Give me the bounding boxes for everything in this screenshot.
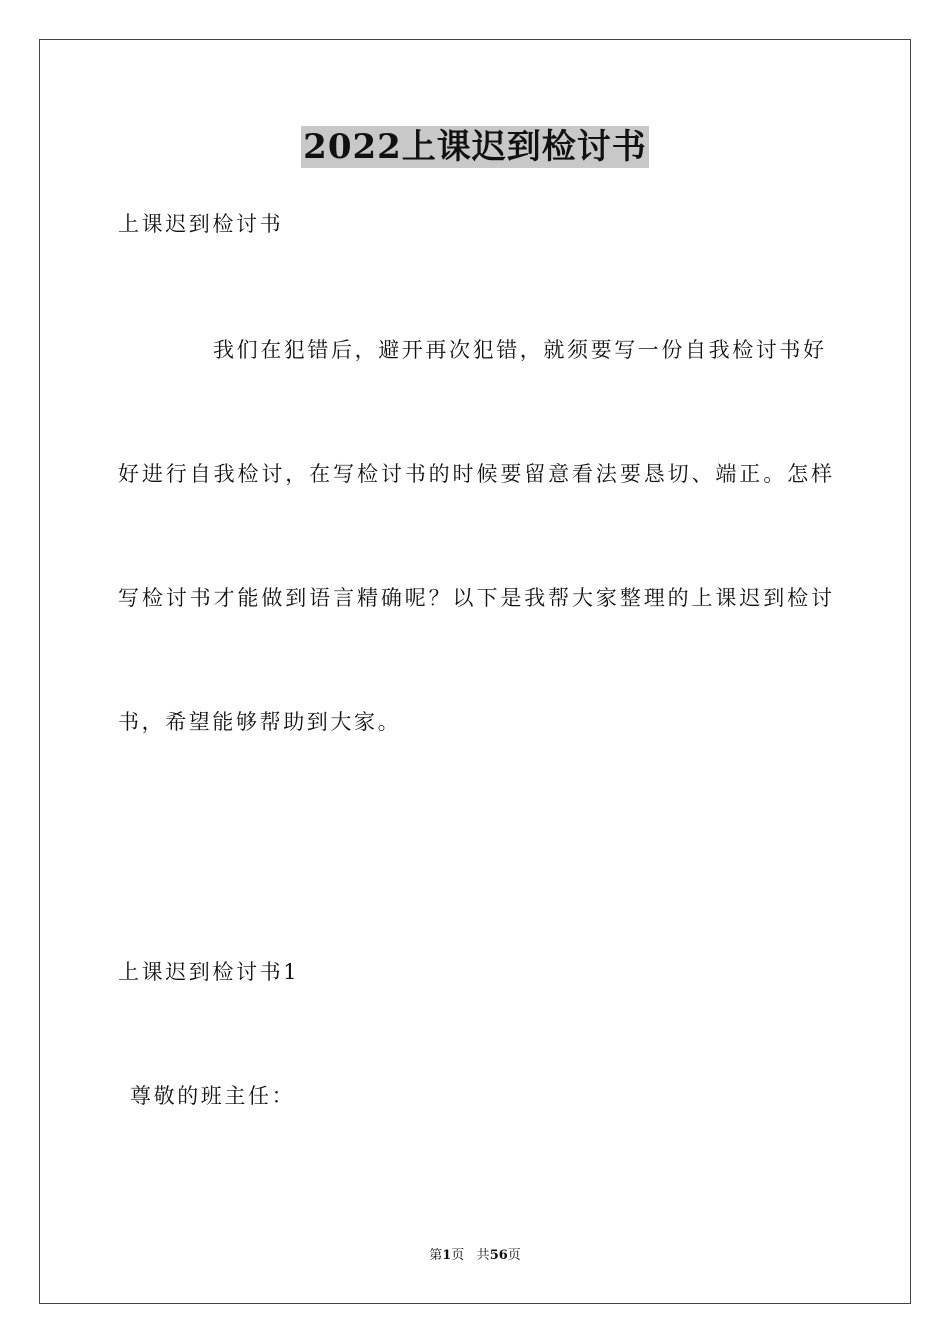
document-subtitle: 上课迟到检讨书 [118,212,284,236]
intro-paragraph-line-2: 好进行自我检讨，在写检讨书的时候要留意看法要恳切、端正。怎样 [118,462,832,486]
intro-paragraph-line-4: 书，希望能够帮助到大家。 [118,710,402,734]
title-container [0,126,950,168]
footer-page-unit: 页 [451,1248,465,1263]
intro-paragraph-line-1: 我们在犯错后，避开再次犯错，就须要写一份自我检讨书好 [213,338,827,362]
page-footer [0,1247,950,1265]
salutation: 尊敬的班主任： [130,1084,296,1108]
intro-paragraph-line-3: 写检讨书才能做到语言精确呢？以下是我帮大家整理的上课迟到检讨 [118,586,832,610]
footer-total-pages: 56 [489,1248,508,1263]
section-heading: 上课迟到检讨书1 [118,960,300,984]
footer-total-prefix: 共 [476,1248,490,1263]
page-title: 2022上课迟到检讨书 [303,127,647,167]
footer-total-unit: 页 [507,1248,521,1263]
footer-page-number: 1 [442,1248,452,1263]
footer-prefix: 第 [429,1248,443,1263]
